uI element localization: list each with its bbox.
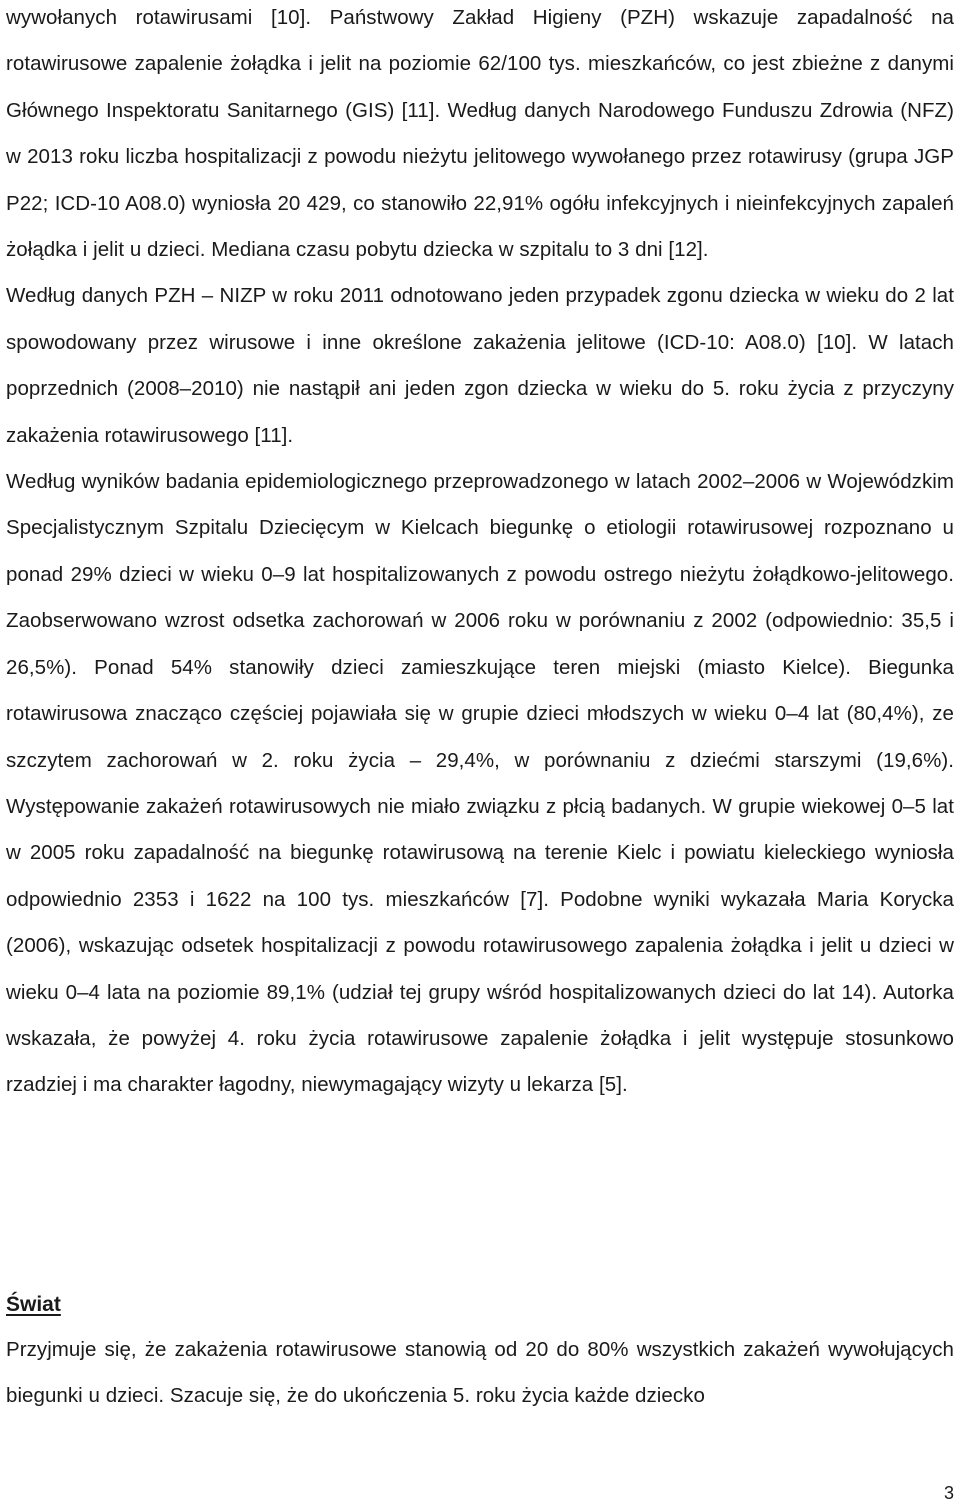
paragraph-mortality: Według danych PZH – NIZP w roku 2011 odnotowano jeden przypadek zgonu dziecka w wieku do 2 lat spowodowany przez wirusowe i inne określone zakażenia jelitowe (ICD-10: A08.0) [10]. W latach poprzednich (2008–2010) nie nastąpił ani jeden zgon dziecka w wieku do 5. roku życia z przyczyny zakażenia rotawirusowego [11]. (6, 284, 954, 447)
paragraph-kielce-study: Według wyników badania epidemiologicznego przeprowadzonego w latach 2002–2006 w Wojewódzkim Specjalistycznym Szpitalu Dziecięcym w Kielcach biegunkę o etiologii rotawirusowej rozpoznano u ponad 29% dzieci w wieku 0–9 lat hospitalizowanych z powodu ostrego nieżytu żołądkowo-jelitowego. Zaobserwowano wzrost odsetka zachorowań w 2006 roku w porównaniu z 2002 (odpowiednio: 35,5 i 26,5%). Ponad 54% stanowiły dzieci zamieszkujące teren miejski (miasto Kielce). Biegunka rotawirusowa znacząco częściej pojawiała się w grupie dzieci młodszych w wieku 0–4 lat (80,4%), ze szczytem zachorowań w 2. roku życia – 29,4%, w porównaniu z dziećmi starszymi (19,6%). Występowanie zakażeń rotawirusowych nie miało związku z płcią badanych. W grupie wiekowej 0–5 lat w 2005 roku zapadalność na biegunkę rotawirusową na terenie Kielc i powiatu kieleckiego wyniosła odpowiednio 2353 i 1622 na 100 tys. mieszkańców [7]. Podobne wyniki wykazała Maria Korycka (2006), wskazując odsetek hospitalizacji z powodu rotawirusowego zapalenia żołądka i jelit u dzieci w wieku 0–4 lata na poziomie 89,1% (udział tej grupy wśród hospitalizowanych dzieci do lat 14). Autorka wskazała, że powyżej 4. roku życia rotawirusowe zapalenie żołądka i jelit występuje stosunkowo rzadziej i ma charakter łagodny, niewymagający wizyty u lekarza [5]. (6, 470, 954, 1097)
paragraph-incidence: wywołanych rotawirusami [10]. Państwowy Zakład Higieny (PZH) wskazuje zapadalność na rotawirusowe zapalenie żołądka i jelit na poziomie 62/100 tys. mieszkańców, co jest zbieżne z danymi Głównego Inspektoratu Sanitarnego (GIS) [11]. Według danych Narodowego Funduszu Zdrowia (NFZ) w 2013 roku liczba hospitalizacji z powodu nieżytu jelitowego wywołanego przez rotawirusy (grupa JGP P22; ICD-10 A08.0) wyniosła 20 429, co stanowiło 22,91% ogółu infekcyjnych i nieinfekcyjnych zapaleń żołądka i jelit u dzieci. Mediana czasu pobytu dziecka w szpitalu to 3 dni [12]. (6, 6, 954, 262)
body-text (6, 0, 954, 1109)
paragraph-world: Przyjmuje się, że zakażenia rotawirusowe stanowią od 20 do 80% wszystkich zakażeń wywołujących biegunki u dzieci. Szacuje się, że do ukończenia 5. roku życia każde dziecko (6, 1338, 954, 1408)
section-body (6, 1327, 954, 1420)
section-heading: Świat (6, 1293, 61, 1316)
page-number: 3 (943, 1483, 954, 1503)
